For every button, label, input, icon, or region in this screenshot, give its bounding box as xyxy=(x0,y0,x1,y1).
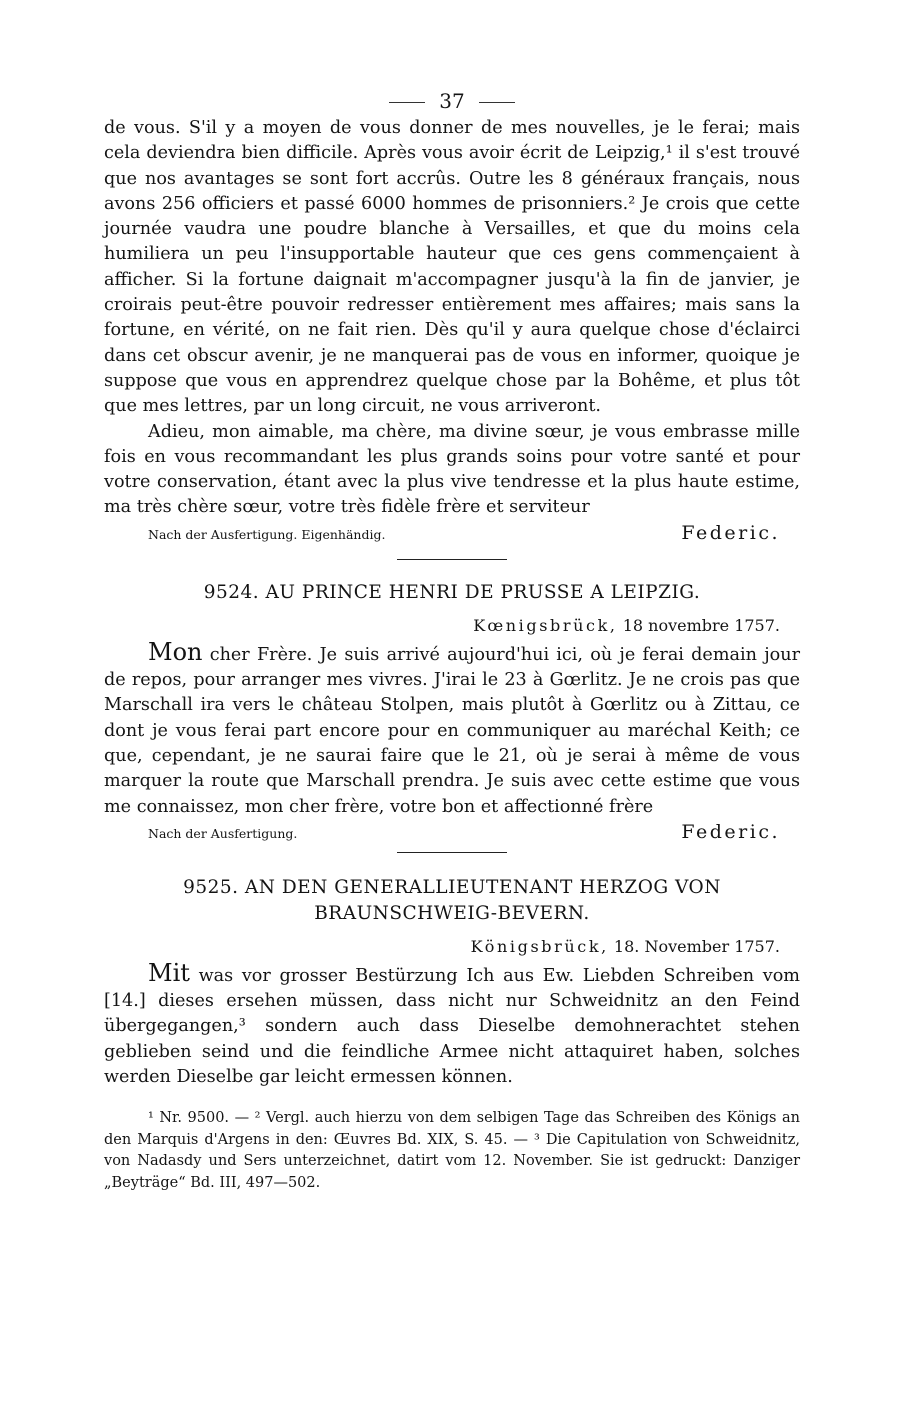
footnote-text: ¹ Nr. 9500. — ² Vergl. auch hierzu von dem selbigen Tage das Schreiben des Königs an den Marquis d'Argens in den: Œuvres Bd. XIX, S. 45. — ³ Die Capitulation von Schweidnitz, von Nadasdy und Sers unterzeichnet, datirt vom 12. November. Sie ist gedruckt: Danziger „Beyträge“ Bd. III, 497—502. xyxy=(104,1110,800,1191)
letter-9525-initial: Mit xyxy=(148,958,190,987)
footnotes xyxy=(104,1108,800,1194)
letter-9524-closing xyxy=(104,820,800,850)
letter-9523-paragraph-1: de vous. S'il y a moyen de vous donner de mes nouvelles, je le ferai; mais cela deviendra bien difficile. Après vous avoir écrit de Leipzig,¹ il s'est trouvé que nos avantages se sont fort accrûs. Outre les 8 généraux français, nous avons 256 officiers et passé 6000 hommes de prisonniers.² Je crois que cette journée vaudra une poudre blanche à Versailles, et que du moins cela humiliera un peu l'insupportable hauteur que ces gens commençaient à afficher. Si la fortune daignait m'accompagner jusqu'à la fin de janvier, je croirais peut-être pouvoir redresser entièrement mes affaires; mais sans la fortune, en vérité, on ne fait rien. Dès qu'il y aura quelque chose d'éclairci dans cet obscur avenir, je ne manquerai pas de vous en informer, quoique je suppose que vous en apprendrez quelque chose par la Bohême, et plus tôt que mes lettres, par un long circuit, ne vous arriveront. xyxy=(104,118,800,417)
letter-9524-place: Kœnigsbrück, xyxy=(473,615,618,635)
letter-9525-body xyxy=(104,958,800,1090)
letter-9523-closing xyxy=(104,521,800,551)
page-number: 37 xyxy=(439,89,465,113)
letter-9524-source-note: Nach der Ausfertigung. xyxy=(148,825,298,841)
letter-9525-heading: 9525. AN DEN GENERALLIEUTENANT HERZOG VON BRAUNSCHWEIG-BEVERN. xyxy=(183,876,721,924)
letter-9525-dateline xyxy=(104,933,780,961)
letter-9524-body xyxy=(104,637,800,820)
letter-9525-date: 18. November 1757. xyxy=(613,936,780,956)
letter-9524-date: 18 novembre 1757. xyxy=(622,615,780,635)
letter-9524-initial: Mon xyxy=(148,637,203,666)
letter-9524-text: cher Frère. Je suis arrivé aujourd'hui ici, où je ferai demain jour de repos, pour arranger mes vivres. J'irai le 23 à Gœrlitz. Je ne crois pas que Marschall ira vers le château Stolpen, mais plutôt à Gœrlitz ou à Zittau, ce dont je vous ferai part encore pour en communiquer au maréchal Keith; ce que, cependant, je ne saurai faire que le 21, où je serai à même de vous marquer la route que Marschall prendra. Je suis avec cette estime que vous me connaissez, mon cher frère, votre bon et affectionné frère xyxy=(104,644,800,817)
section-divider-2 xyxy=(397,852,507,853)
letter-9525-place: Königsbrück, xyxy=(470,936,609,956)
section-divider-1 xyxy=(397,559,507,560)
letter-9523-source-note: Nach der Ausfertigung. Eigenhändig. xyxy=(148,526,386,542)
header-dash-right xyxy=(479,102,515,103)
page-header xyxy=(104,86,800,116)
letter-9523-paragraph-2: Adieu, mon aimable, ma chère, ma divine sœur, je vous embrasse mille fois en vous recommandant les plus grands soins pour votre santé et pour votre conservation, étant avec la plus vive tendresse et la plus haute estime, ma très chère sœur, votre très fidèle frère et serviteur xyxy=(104,421,800,518)
letter-9524-signature: Federic. xyxy=(681,820,780,843)
letter-9524-heading: 9524. AU PRINCE HENRI DE PRUSSE A LEIPZIG. xyxy=(203,581,701,603)
letter-9523-signature: Federic. xyxy=(681,521,780,544)
document-page xyxy=(104,86,800,1194)
header-dash-left xyxy=(389,102,425,103)
letter-9525-text: was vor grosser Bestürzung Ich aus Ew. Liebden Schreiben vom [14.] dieses ersehen müssen, dass nicht nur Schweidnitz an den Feind übergegangen,³ sondern auch dass Dieselbe demohnerachtet stehen geblieben seind und die feindliche Armee nicht attaquiret haben, solches werden Dieselbe gar leicht ermessen können. xyxy=(104,965,800,1088)
letter-9524-dateline xyxy=(104,612,780,640)
